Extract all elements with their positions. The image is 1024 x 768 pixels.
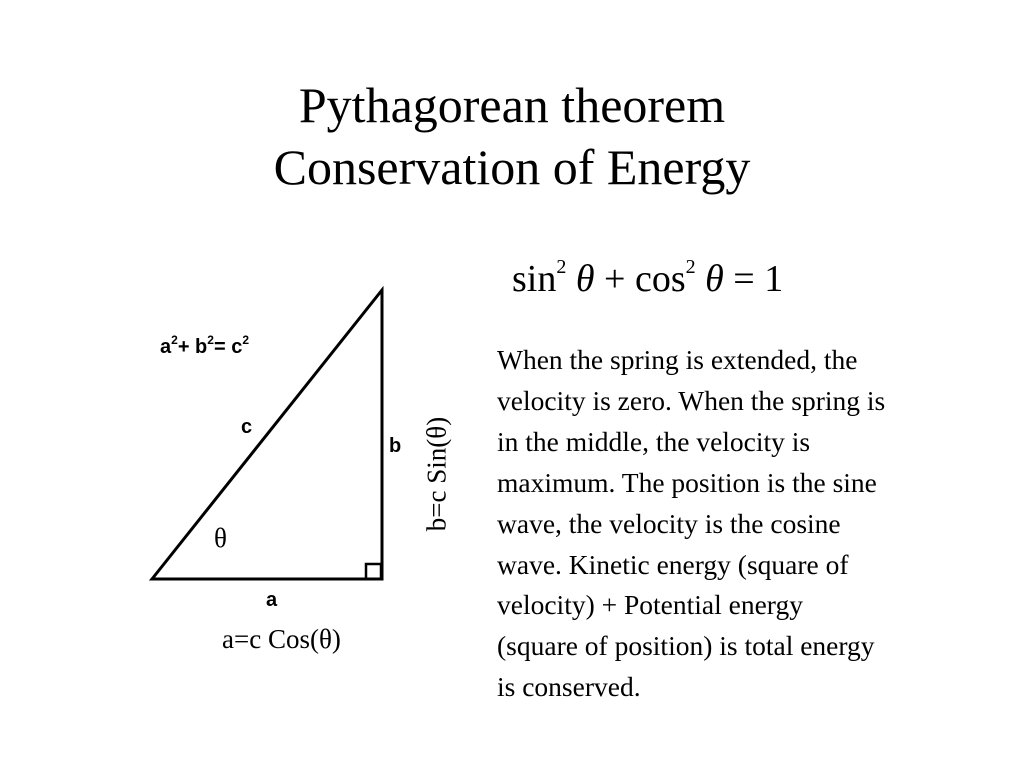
eq-equals-c: = c bbox=[213, 336, 243, 358]
formula-exponent-1: 2 bbox=[556, 256, 567, 278]
eq-plus-b: + b bbox=[177, 336, 208, 358]
side-b-label: b bbox=[389, 435, 402, 457]
paragraph-line: wave. Kinetic energy (square of bbox=[497, 548, 849, 580]
eq-b-exp: 2 bbox=[207, 333, 214, 347]
paragraph-line: wave, the velocity is the cosine bbox=[497, 507, 841, 539]
formula-plus: + bbox=[604, 258, 626, 300]
pythagoras-equation-label bbox=[160, 333, 249, 358]
eq-c-exp: 2 bbox=[242, 333, 249, 347]
theta-angle-label: θ bbox=[214, 523, 227, 553]
formula-theta-2: θ bbox=[705, 258, 724, 300]
paragraph-line: maximum. The position is the sine bbox=[497, 466, 877, 498]
side-a-label: a bbox=[266, 589, 278, 611]
title-line-2: Conservation of Energy bbox=[273, 139, 751, 195]
paragraph-line: velocity) + Potential energy bbox=[497, 589, 803, 621]
explanation-paragraph bbox=[497, 340, 997, 708]
formula-equals: = bbox=[733, 258, 755, 300]
paragraph-line: (square of position) is total energy bbox=[497, 630, 875, 662]
formula-theta-1: θ bbox=[575, 258, 595, 300]
title-line-1: Pythagorean theorem bbox=[298, 77, 726, 133]
paragraph-line: When the spring is extended, the bbox=[497, 344, 858, 375]
formula-one: 1 bbox=[764, 258, 784, 300]
hypotenuse-label: c bbox=[241, 416, 253, 438]
formula-exponent-2: 2 bbox=[685, 256, 696, 278]
formula-sin: sin bbox=[512, 258, 557, 300]
paragraph-line: is conserved. bbox=[497, 671, 641, 703]
eq-a: a bbox=[160, 336, 172, 358]
b-equation-label: b=c Sin(θ) bbox=[421, 416, 452, 532]
eq-a-exp: 2 bbox=[171, 333, 178, 347]
right-angle-marker bbox=[366, 564, 381, 579]
right-triangle bbox=[152, 290, 382, 579]
paragraph-line: velocity is zero. When the spring is bbox=[497, 384, 886, 416]
formula-cos: cos bbox=[634, 258, 686, 300]
paragraph-line: in the middle, the velocity is bbox=[497, 425, 811, 457]
a-equation-label: a=c Cos(θ) bbox=[222, 624, 341, 654]
